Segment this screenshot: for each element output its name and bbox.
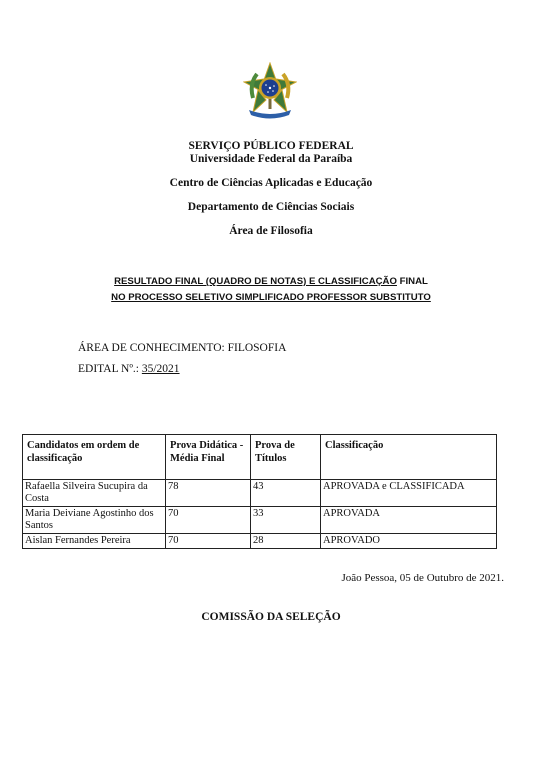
title-rest: FINAL <box>396 276 428 287</box>
title-underlined: RESULTADO FINAL (QUADRO DE NOTAS) E CLASSIFICAÇÃO <box>114 276 397 287</box>
table-row <box>23 507 497 534</box>
header-line-university: Universidade Federal da Paraíba <box>189 153 353 165</box>
table-header-row <box>23 435 497 480</box>
header-line-department: Departamento de Ciências Sociais <box>187 201 355 213</box>
header-candidates: Candidatos em ordem de classificação <box>23 435 166 480</box>
header-line-center: Centro de Ciências Aplicadas e Educação <box>169 177 373 189</box>
edital-label: EDITAL Nº.: <box>78 363 142 375</box>
edital-line <box>78 363 180 375</box>
table-row <box>23 480 497 507</box>
titles-score: 33 <box>251 507 321 534</box>
classification-status: APROVADA e CLASSIFICADA <box>321 480 497 507</box>
document-title-line2: NO PROCESSO SELETIVO SIMPLIFICADO PROFESSOR SUBSTITUTO <box>111 292 431 303</box>
titles-score: 28 <box>251 534 321 549</box>
date-location: João Pessoa, 05 de Outubro de 2021. <box>341 572 504 584</box>
results-table <box>22 434 497 549</box>
document-title-line1 <box>0 276 542 287</box>
titles-score: 43 <box>251 480 321 507</box>
didactic-score: 70 <box>166 507 251 534</box>
classification-status: APROVADO <box>321 534 497 549</box>
didactic-score: 70 <box>166 534 251 549</box>
knowledge-area: ÁREA DE CONHECIMENTO: FILOSOFIA <box>78 342 287 354</box>
header-titles-exam: Prova de Títulos <box>251 435 321 480</box>
coat-of-arms-icon <box>243 62 297 120</box>
header-classification: Classificação <box>321 435 497 480</box>
commission-title: COMISSÃO DA SELEÇÃO <box>201 611 341 623</box>
candidate-name: Aislan Fernandes Pereira <box>23 534 166 549</box>
header-line-area: Área de Filosofia <box>229 225 313 237</box>
edital-number: 35/2021 <box>141 363 180 375</box>
candidate-name: Maria Deiviane Agostinho dos Santos <box>23 507 166 534</box>
header-didactic-exam: Prova Didática - Média Final <box>166 435 251 480</box>
header-line-service: SERVIÇO PÚBLICO FEDERAL <box>188 140 354 152</box>
classification-status: APROVADA <box>321 507 497 534</box>
didactic-score: 78 <box>166 480 251 507</box>
table-row <box>23 534 497 549</box>
candidate-name: Rafaella Silveira Sucupira da Costa <box>23 480 166 507</box>
